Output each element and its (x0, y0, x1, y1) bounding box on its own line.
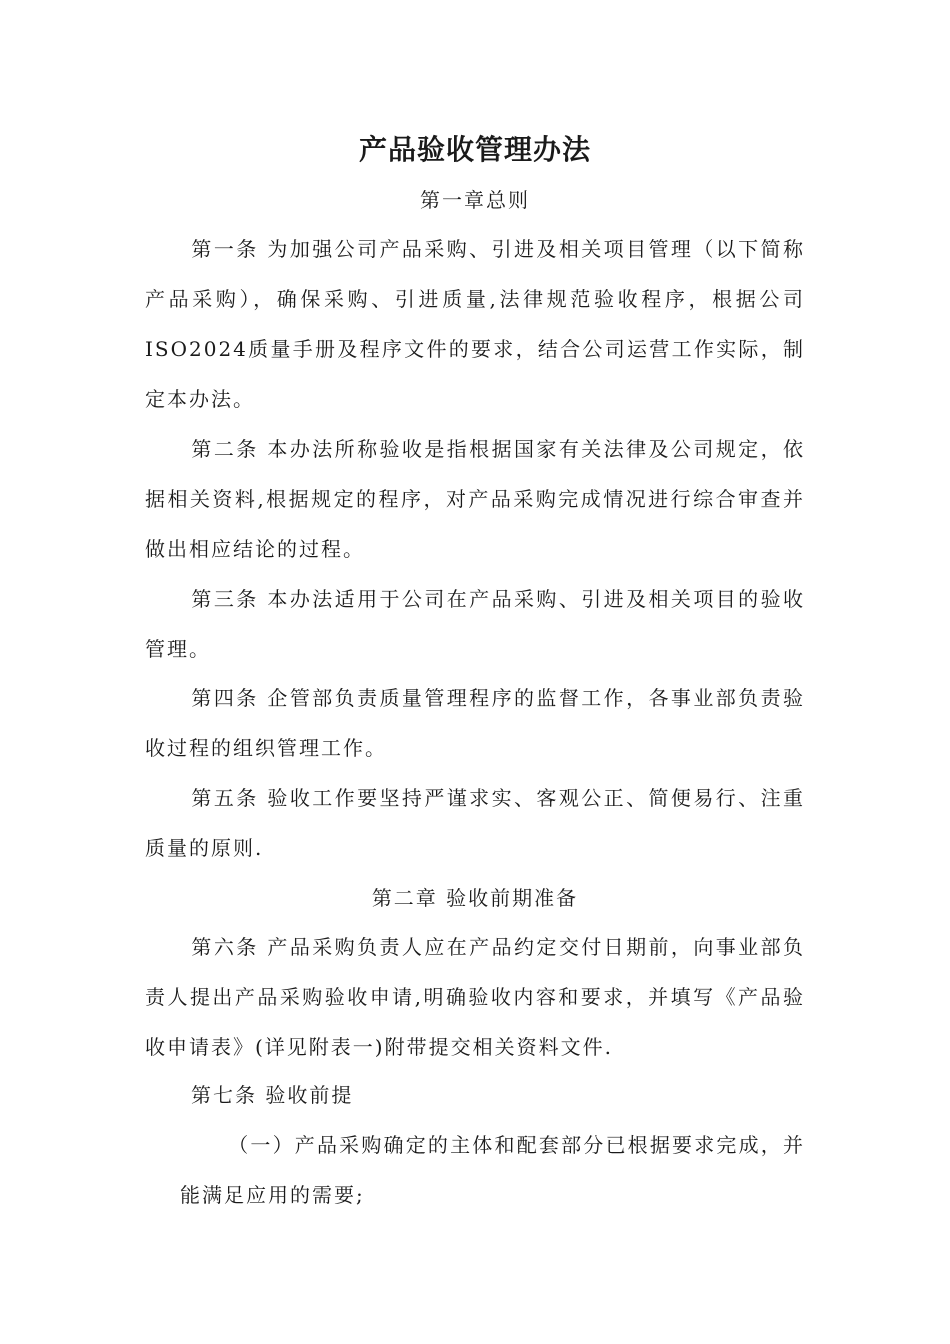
chapter-heading-1: 第一章总则 (420, 188, 530, 212)
article-7-item-1-text: （一）产品采购确定的主体和配套部分已根据要求完成，并能满足应用的需要; (180, 1133, 805, 1207)
article-7 (145, 1070, 805, 1120)
article-1 (145, 224, 805, 424)
article-2-text: 第二条 本办法所称验收是指根据国家有关法律及公司规定，依据相关资料,根据规定的程序，对产品采购完成情况进行综合审查并做出相应结论的过程。 (145, 437, 805, 561)
article-3 (145, 574, 805, 674)
article-4-text: 第四条 企管部负责质量管理程序的监督工作，各事业部负责验收过程的组织管理工作。 (145, 686, 805, 760)
article-3-text: 第三条 本办法适用于公司在产品采购、引进及相关项目的验收管理。 (145, 587, 805, 661)
article-2 (145, 424, 805, 574)
article-1-text: 第一条 为加强公司产品采购、引进及相关项目管理（以下简称产品采购），确保采购、引进质量,法律规范验收程序，根据公司ISO2024质量手册及程序文件的要求，结合公司运营工作实际，制定本办法。 (145, 237, 805, 411)
article-7-text: 第七条 验收前提 (191, 1083, 354, 1107)
article-4 (145, 673, 805, 773)
article-6-text: 第六条 产品采购负责人应在产品约定交付日期前，向事业部负责人提出产品采购验收申请,明确验收内容和要求，并填写《产品验收申请表》(详见附表一)附带提交相关资料文件. (145, 935, 805, 1059)
document-title: 产品验收管理办法 (358, 133, 591, 166)
article-6 (145, 922, 805, 1072)
chapter-heading-2: 第二章 验收前期准备 (371, 886, 579, 910)
article-5 (145, 773, 805, 873)
article-7-item-1 (180, 1120, 805, 1220)
article-5-text: 第五条 验收工作要坚持严谨求实、客观公正、简便易行、注重质量的原则. (145, 786, 805, 860)
